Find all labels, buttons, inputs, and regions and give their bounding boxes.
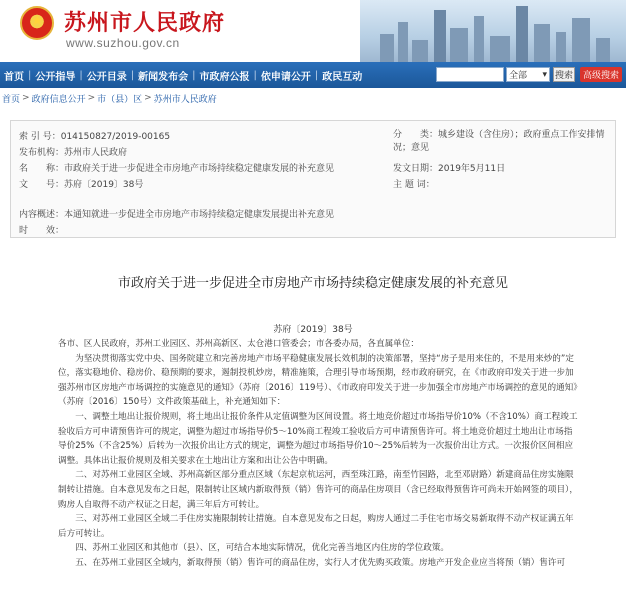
breadcrumb-government[interactable]: 苏州市人民政府 bbox=[153, 94, 217, 105]
search-scope-select[interactable] bbox=[506, 67, 550, 82]
article-number: 苏府〔2019〕38号 bbox=[273, 325, 353, 335]
meta-org: 发布机构：苏州市人民政府 bbox=[19, 148, 128, 158]
site-url: www.suzhou.gov.cn bbox=[66, 36, 180, 50]
nav-separator: | bbox=[79, 69, 83, 81]
article-addressee: 各市、区人民政府，苏州工业园区、苏州高新区、太仓港口管委会；市各委办局，各直属单位： bbox=[58, 339, 419, 349]
nav-catalog[interactable]: 公开目录 bbox=[86, 71, 127, 83]
nav-home[interactable]: 首页 bbox=[4, 71, 24, 83]
article-paragraph: 四、苏州工业园区和其他市（县）、区，可结合本地实际情况，优化完善当地区内住房的学位政策。 bbox=[75, 543, 450, 554]
meta-name: 名 称：市政府关于进一步促进全市房地产市场持续稳定健康发展的补充意见 bbox=[19, 164, 335, 174]
article-body bbox=[58, 337, 580, 571]
nav-separator: | bbox=[130, 69, 135, 81]
meta-keyword: 主 题 词： bbox=[393, 180, 435, 190]
meta-validity: 时 效： bbox=[19, 226, 65, 236]
breadcrumb-separator: > bbox=[144, 93, 152, 103]
breadcrumb-home[interactable]: 首页 bbox=[2, 94, 21, 105]
article-title: 市政府关于进一步促进全市房地产市场持续稳定健康发展的补充意见 bbox=[117, 276, 508, 291]
city-skyline-banner bbox=[360, 0, 626, 62]
advanced-search-button[interactable]: 高级搜索 bbox=[580, 67, 622, 82]
site-title[interactable]: 苏州市人民政府 bbox=[64, 10, 226, 36]
breadcrumb-separator: > bbox=[87, 93, 96, 103]
article-paragraph: 五、在苏州工业园区全域内，新取得预（销）售许可的商品住房，实行人才优先购买政策。房地产开发企业应当将预（销）售许可 bbox=[75, 557, 566, 568]
nav-press[interactable]: 新闻发布会 bbox=[138, 71, 189, 83]
document-metadata bbox=[10, 120, 616, 238]
nav-interaction[interactable]: 政民互动 bbox=[322, 71, 363, 83]
meta-category: 分 类：城乡建设（含住房）；政府重点工作安排情况；意见 bbox=[393, 130, 605, 153]
nav-separator: | bbox=[192, 69, 196, 81]
search-button[interactable]: 搜索 bbox=[553, 67, 575, 82]
breadcrumb-county[interactable]: 市（县）区 bbox=[97, 94, 143, 105]
nav-gazette[interactable]: 市政府公报 bbox=[199, 71, 250, 83]
search-scope-value: 全部 bbox=[509, 71, 528, 81]
article-paragraph: 二、对苏州工业园区全域、苏州高新区部分重点区域（东起京杭运河，西至珠江路，南至竹园路，北至邓尉路）新建商品住房实施限制转让措施。自本意见发布之日起，限制转让区域内新取得预（销）售许可的商品住房项目（含已经取得预售许可尚未开始网签的项目），购房人自取得不动产权证之日起，满三年后方可转让。 bbox=[58, 470, 578, 510]
article-paragraph: 一、调整土地出让报价规则，将土地出让报价条件从定值调整为区间设置。将土地竞价超过市场指导价10%（不含10%）商工程竣工验收后方可申请预售许可的规定，调整为超过市场指导价5～10%商工程竣工验收后方可申请预售许可。将土地竞价超过土地出让市场指导价25%（不含25%）后转为一次报价出让方式的规定，调整为超过市场指导价10～25%后转为一次报价出让方式。一次报价区间相应调整。具体出让报价规则及相关要求在土地出让方案和出让公告中明确。 bbox=[58, 411, 578, 466]
meta-index-no: 索 引 号：014150827/2019-00165 bbox=[19, 132, 171, 142]
national-emblem-icon: ★ bbox=[20, 6, 54, 40]
article-paragraph: 为坚决贯彻落实党中央、国务院建立和完善房地产市场平稳健康发展长效机制的决策部署，坚持“房子是用来住的，不是用来炒的”定位，落实稳地价、稳房价、稳预期的要求，遏制投机炒房，精准施策，合理引导市场预期，经市政府研究，在《市政府印发关于进一步加强苏州市区房地产市场调控的实施意见的通知》（苏府〔2016〕119号）、《市政府印发关于进一步加强全市房地产市场调控的意见的通知》（苏府〔2016〕150号）文件政策基础上，补充通知如下： bbox=[58, 353, 578, 408]
nav-separator: | bbox=[28, 69, 32, 81]
meta-date: 发文日期：2019年5月11日 bbox=[393, 164, 506, 174]
search-input[interactable] bbox=[436, 67, 504, 82]
breadcrumb-separator: > bbox=[22, 93, 30, 103]
site-header bbox=[0, 0, 626, 62]
meta-docno: 文 号：苏府〔2019〕38号 bbox=[19, 180, 144, 190]
nav-separator: | bbox=[253, 69, 257, 81]
article-paragraph: 三、对苏州工业园区全域二手住房实施限制转让措施。自本意见发布之日起，购房人通过二手住宅市场交易新取得不动产权证满五年后方可转让。 bbox=[58, 514, 574, 539]
nav-guide[interactable]: 公开指导 bbox=[35, 71, 76, 83]
breadcrumb bbox=[0, 90, 626, 106]
chevron-down-icon: ▾ bbox=[542, 69, 547, 80]
meta-summary: 内容概述：本通知就进一步促进全市房地产市场持续稳定健康发展提出补充意见 bbox=[19, 210, 335, 220]
nav-separator: | bbox=[314, 69, 319, 81]
breadcrumb-disclosure[interactable]: 政府信息公开 bbox=[31, 94, 86, 105]
nav-apply[interactable]: 依申请公开 bbox=[260, 71, 311, 83]
